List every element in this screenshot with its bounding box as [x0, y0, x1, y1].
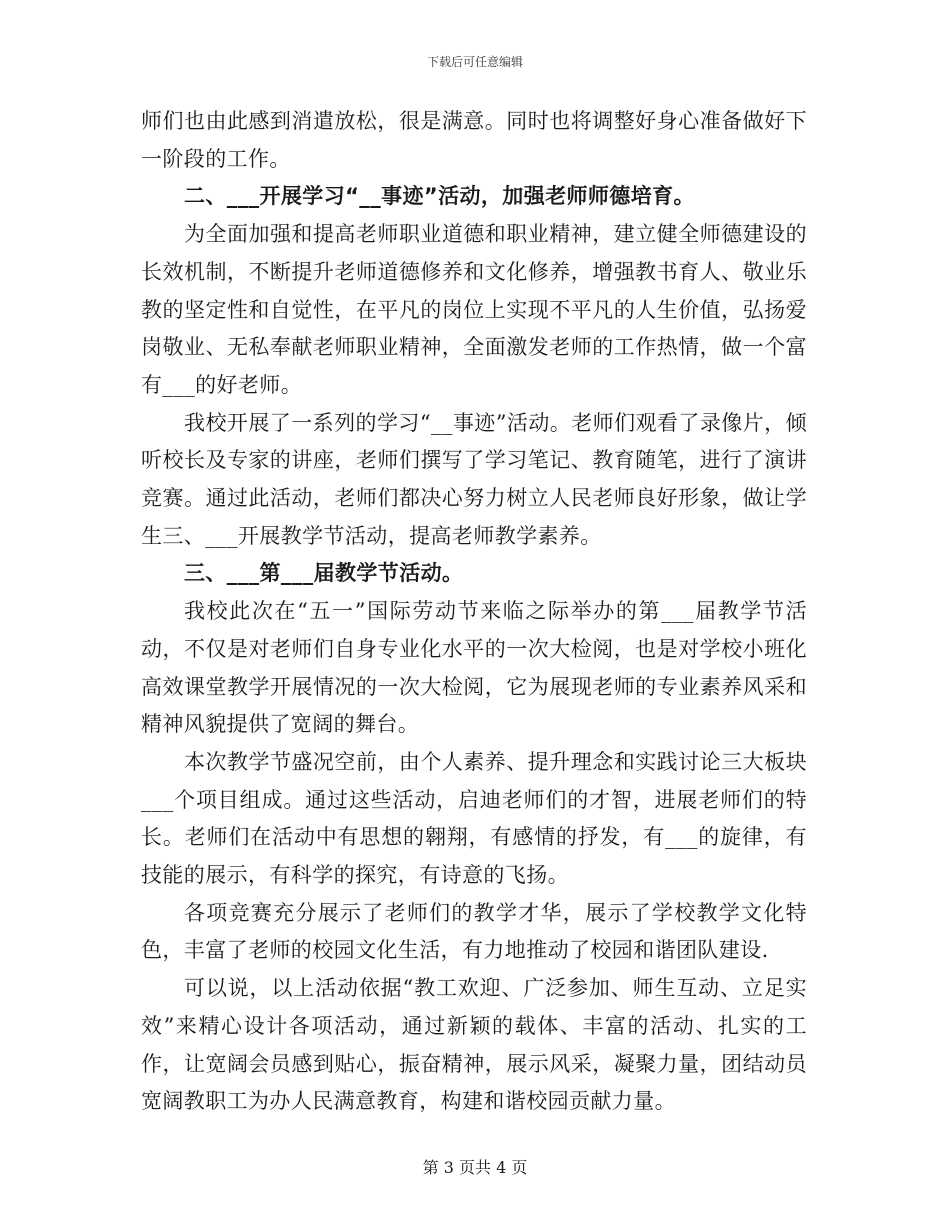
paragraph: 可以说，以上活动依据“教工欢迎、广泛参加、师生互动、立足实效”来精心设计各项活动，通过新颖的载体、丰富的活动、扎实的工作，让宽阔会员感到贴心，振奋精神，展示风采，凝聚力量，团结动员宽阔教职工为办人民满意教育，构建和谐校园贡献力量。: [141, 976, 807, 1114]
section-heading-2: 二、___开展学习“__事迹”活动，加强老师师德培育。: [184, 184, 695, 209]
document-body: [141, 103, 807, 1121]
paragraph: 为全面加强和提高老师职业道德和职业精神，建立健全师德建设的长效机制，不断提升老师道德修养和文化修养，增强教书育人、敬业乐教的坚定性和自觉性，在平凡的岗位上实现不平凡的人生价值，弘扬爱岗敬业、无私奉献老师职业精神，全面激发老师的工作热情，做一个富有___的好老师。: [141, 222, 807, 397]
page-header: 下载后可任意编辑: [426, 55, 523, 69]
page-footer: 第 3 页共 4 页: [422, 1158, 528, 1177]
paragraph-continuation: 师们也由此感到消遣放松，很是满意。同时也将调整好身心准备做好下一阶段的工作。: [141, 109, 807, 171]
paragraph: 我校开展了一系列的学习“__事迹”活动。老师们观看了录像片，倾听校长及专家的讲座，老师们撰写了学习笔记、教育随笔，进行了演讲竞赛。通过此活动，老师们都决心努力树立人民老师良好形象，做让学生三、___开展教学节活动，提高老师教学素养。: [141, 410, 807, 548]
paragraph: 各项竞赛充分展示了老师们的教学才华，展示了学校教学文化特色，丰富了老师的校园文化生活，有力地推动了校园和谐团队建设.: [141, 900, 807, 963]
section-heading-3: 三、___第___届教学节活动。: [184, 561, 464, 586]
paragraph: 本次教学节盛况空前，由个人素养、提升理念和实践讨论三大板块___个项目组成。通过这些活动，启迪老师们的才智，进展老师们的特长。老师们在活动中有思想的翱翔，有感情的抒发，有___的旋律，有技能的展示，有科学的探究，有诗意的飞扬。: [141, 749, 807, 888]
paragraph: 我校此次在“五一”国际劳动节来临之际举办的第___届教学节活动，不仅是对老师们自身专业化水平的一次大检阅，也是对学校小班化高效课堂教学开展情况的一次大检阅，它为展现老师的专业素养风采和精神风貌提供了宽阔的舞台。: [141, 599, 807, 737]
